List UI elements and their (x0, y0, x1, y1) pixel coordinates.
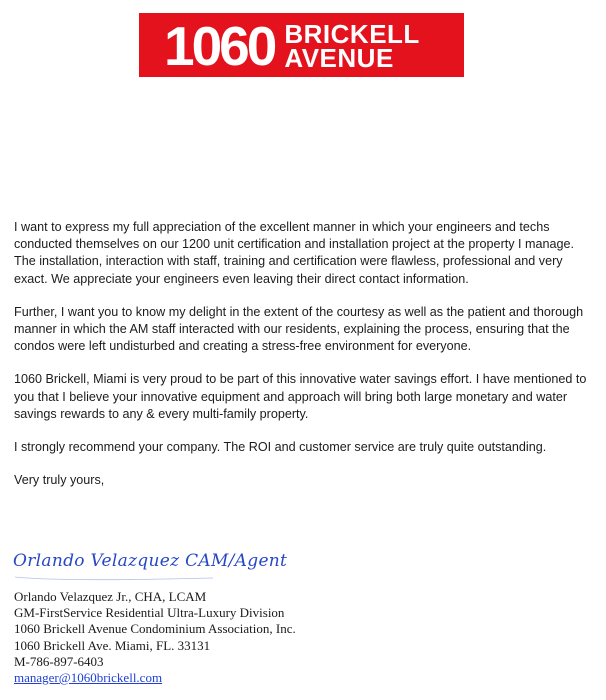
letter-paragraph-1: I want to express my full appreciation of the excellent manner in which your engineers and techs conducted themselves on our 1200 unit certification and installation project at the property I manage. The installation, interaction with staff, training and certification were flawless, professional and very exact. We appreciate your engineers even leaving their direct contact information. (14, 220, 575, 286)
logo-number: 1060 (164, 14, 275, 77)
letter-body (14, 219, 599, 505)
letter-closing: Very truly yours, (14, 473, 105, 488)
brand-logo (139, 13, 464, 77)
letter-paragraph-3: 1060 Brickell, Miami is very proud to be part of this innovative water savings effort. I have mentioned to you that I believe your innovative equipment and approach will bring both large monetary and water savings rewards to any & every multi-family property. (14, 372, 587, 421)
logo-word-brickell: BRICKELL (284, 19, 420, 49)
signer-email-link[interactable]: manager@1060brickell.com (14, 670, 163, 686)
signer-name: Orlando Velazquez Jr., CHA, LCAM (14, 589, 207, 604)
logo-word-avenue: AVENUE (284, 43, 394, 73)
logo-wordmark (284, 19, 420, 73)
handwritten-signature (13, 547, 353, 583)
signature-text: Orlando Velazquez CAM/Agent (13, 551, 288, 571)
signer-organization: 1060 Brickell Avenue Condominium Association, Inc. (14, 621, 296, 637)
signature-block (14, 589, 296, 686)
signer-title: GM-FirstService Residential Ultra-Luxury Division (14, 605, 285, 621)
letter-paragraph-4: I strongly recommend your company. The ROI and customer service are truly quite outstanding. (14, 440, 547, 455)
signer-phone: M-786-897-6403 (14, 653, 104, 669)
letter-paragraph-2: Further, I want you to know my delight in the extent of the courtesy as well as the patient and thorough manner in which the AM staff interacted with our residents, explaining the process, ensuring that the condos were left undisturbed and creating a stress-free environment for everyone. (14, 304, 584, 354)
signer-address: 1060 Brickell Ave. Miami, FL. 33131 (14, 637, 211, 653)
